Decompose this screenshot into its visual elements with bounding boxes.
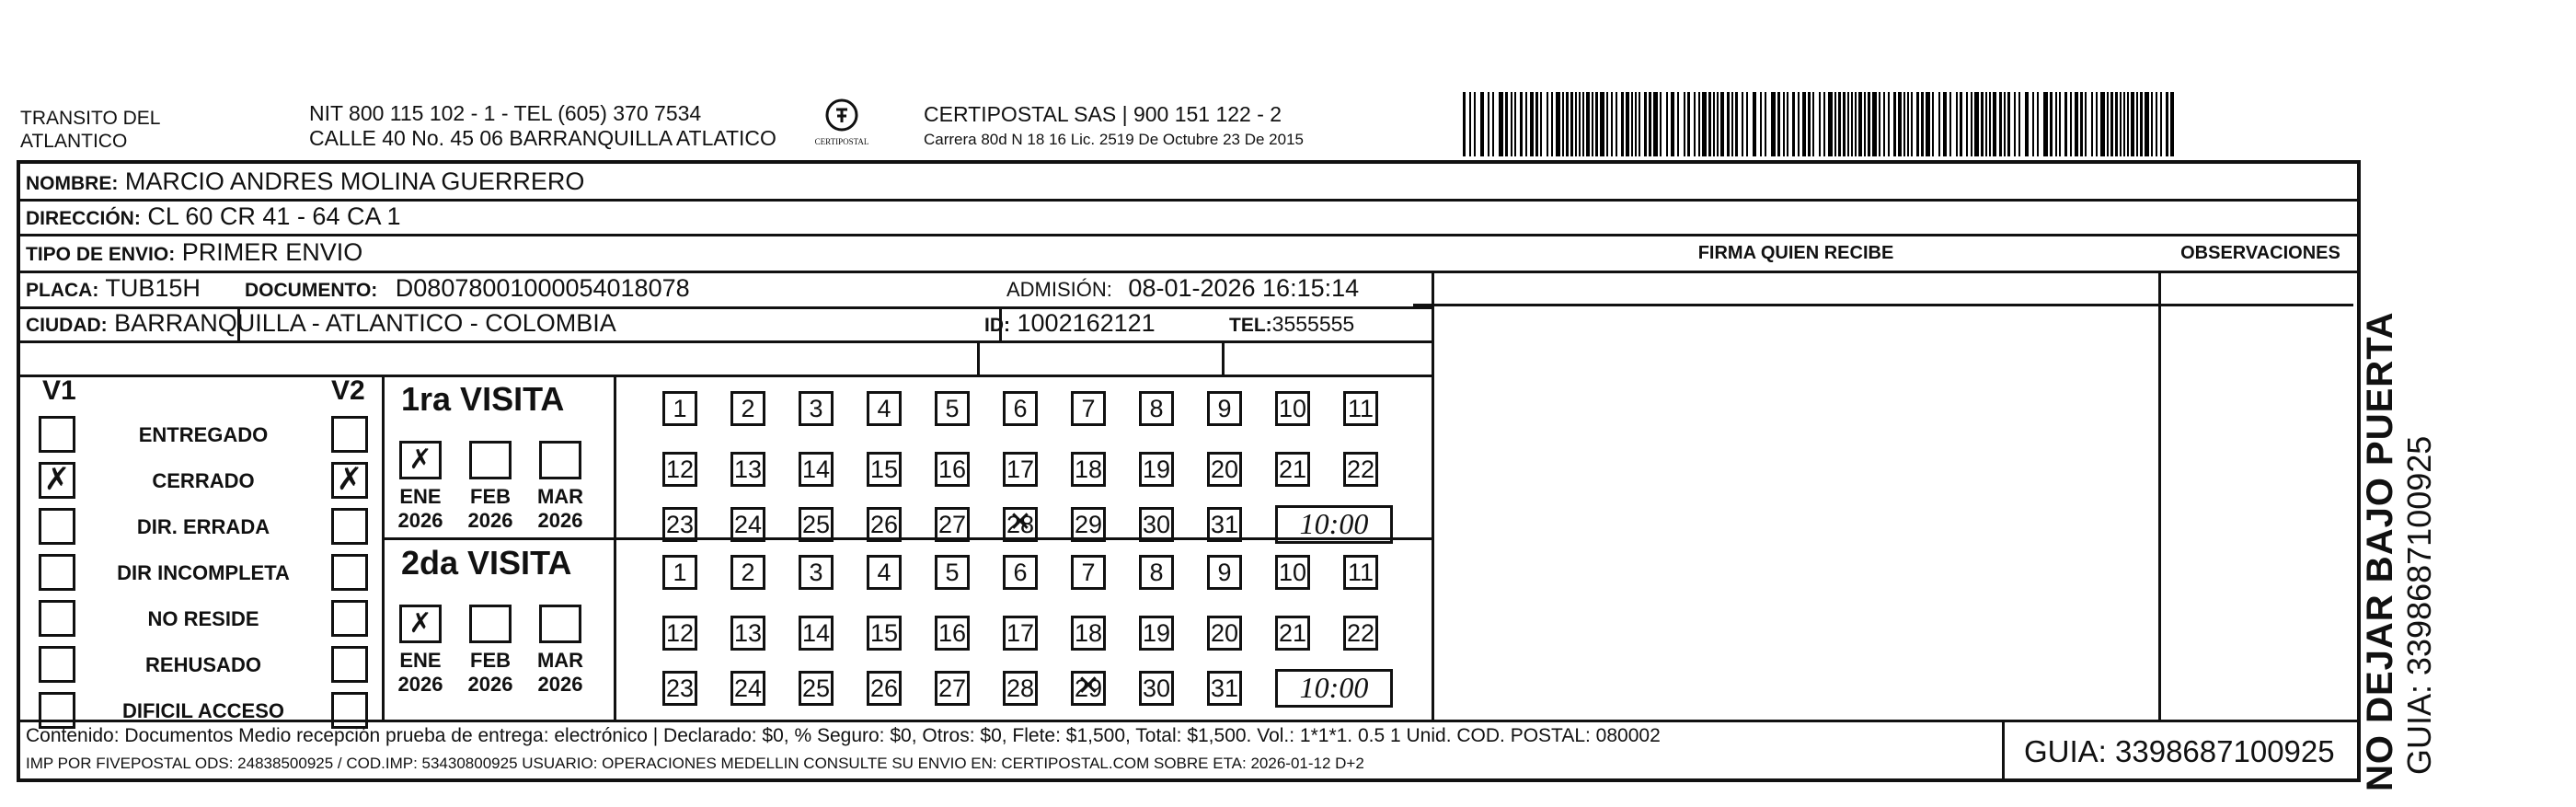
barcode-bar [1943, 92, 1947, 156]
barcode-bar [1480, 92, 1484, 156]
barcode-bar [1938, 92, 1940, 156]
barcode-bar [1606, 92, 1608, 156]
barcode-bar [1677, 92, 1679, 156]
address-line: CALLE 40 No. 45 06 BARRANQUILLA ATLATICO [309, 126, 776, 150]
barcode-bar [1989, 92, 1991, 156]
barcode-bar [1828, 92, 1833, 156]
day-checkbox[interactable]: 20 [1207, 452, 1242, 487]
day-checkbox[interactable]: 4 [867, 555, 902, 590]
barcode-bar [2018, 92, 2020, 156]
barcode-bar [2170, 92, 2174, 156]
day-checkbox[interactable]: 27 [935, 507, 970, 542]
day-checkbox[interactable]: 13 [730, 452, 765, 487]
day-checkbox[interactable]: 5 [935, 391, 970, 426]
barcode-bar [1463, 92, 1466, 156]
barcode-bar [1649, 92, 1651, 156]
barcode-bar [1834, 92, 1836, 156]
month-label: ENE 2026 [397, 485, 443, 532]
barcode-bar [1883, 92, 1885, 156]
v2-checkbox[interactable] [331, 600, 368, 637]
day-checkbox[interactable]: 19 [1139, 452, 1174, 487]
admision-field [1006, 274, 1359, 303]
barcode-bar [1999, 92, 2002, 156]
barcode-bar [1592, 92, 1593, 156]
barcode-bar [2059, 92, 2061, 156]
day-checkbox[interactable]: 19 [1139, 616, 1174, 651]
barcode-bar [1798, 92, 1800, 156]
day-checkbox[interactable]: 9 [1207, 555, 1242, 590]
status-label: NO RESIDE [147, 607, 259, 630]
handwritten-time-box[interactable]: 10:00 [1275, 505, 1393, 544]
barcode-bar [2166, 92, 2168, 156]
day-checkbox[interactable]: 15 [867, 616, 902, 651]
footer-print-line: IMP POR FIVEPOSTAL ODS: 24838500925 / COD.IMP: 53430800925 USUARIO: OPERACIONES MEDELLIN CONSULTE SU ENVIO EN: CERTIPOSTAL.COM SOBRE ETA: 2026-01-12 D+2 [26, 755, 1364, 772]
barcode-bar [1792, 92, 1795, 156]
barcode-bar [1469, 92, 1471, 156]
v1-checkbox[interactable] [39, 646, 75, 683]
barcode-bar [2004, 92, 2006, 156]
visit-title: 2da VISITA [401, 544, 572, 582]
barcode-bar [1492, 92, 1494, 156]
barcode-bar [2145, 92, 2149, 156]
day-checkbox[interactable]: 12 [662, 616, 697, 651]
barcode-bar [1868, 92, 1870, 156]
month-checkbox[interactable] [539, 605, 581, 643]
day-checkbox[interactable]: 4 [867, 391, 902, 426]
barcode-bar [1562, 92, 1564, 156]
barcode [1463, 92, 2182, 156]
direccion-label: DIRECCIÓN: [26, 208, 141, 229]
month-label: MAR 2026 [536, 649, 584, 696]
v1-checkbox[interactable] [39, 692, 75, 729]
barcode-bar [2096, 92, 2098, 156]
org-line-2: ATLANTICO [20, 131, 128, 152]
barcode-bar [1926, 92, 1930, 156]
v2-checkbox[interactable] [331, 554, 368, 591]
logo-emblem-icon [824, 98, 859, 133]
month-label: FEB 2026 [467, 649, 513, 696]
side-vertical-text [2360, 311, 2439, 791]
barcode-bar [1660, 92, 1662, 156]
day-checkbox[interactable]: 21 [1275, 616, 1310, 651]
day-checkbox[interactable]: 13 [730, 616, 765, 651]
month-checkbox[interactable] [469, 441, 512, 479]
v1-checkbox[interactable] [39, 600, 75, 637]
barcode-bar [1838, 92, 1841, 156]
nombre-field [26, 167, 584, 196]
barcode-bar [2107, 92, 2109, 156]
day-checkbox[interactable]: 23 [662, 507, 697, 542]
visit-title: 1ra VISITA [401, 380, 565, 418]
barcode-bar [1671, 92, 1674, 156]
barcode-bar [1547, 92, 1548, 156]
observaciones-label: OBSERVACIONES [2180, 243, 2340, 263]
barcode-bar [1855, 92, 1857, 156]
status-label: DIR INCOMPLETA [117, 561, 290, 584]
day-checkbox[interactable]: 30 [1139, 507, 1174, 542]
day-checkbox[interactable]: 9 [1207, 391, 1242, 426]
org-contact [309, 101, 776, 151]
day-checkbox[interactable]: 25 [799, 671, 834, 706]
day-checkbox[interactable]: 16 [935, 616, 970, 651]
ciudad-field [26, 309, 616, 338]
barcode-bar [1717, 92, 1719, 156]
barcode-bar [1626, 92, 1629, 156]
day-checkbox[interactable]: 24 [730, 507, 765, 542]
barcode-bar [1893, 92, 1896, 156]
barcode-bar [1932, 92, 1934, 156]
day-checkbox[interactable]: 14 [799, 616, 834, 651]
day-checkbox[interactable]: 1 [662, 391, 697, 426]
nombre-label: NOMBRE: [26, 173, 119, 194]
id-value: 1002162121 [1017, 309, 1156, 337]
day-checkbox[interactable]: 18 [1071, 616, 1106, 651]
ciudad-label: CIUDAD: [26, 315, 108, 336]
barcode-bar [1621, 92, 1624, 156]
certipostal-logo [810, 98, 874, 146]
day-checkbox[interactable]: 30 [1139, 671, 1174, 706]
day-checkbox[interactable]: 3 [799, 555, 834, 590]
barcode-bar [1993, 92, 1996, 156]
barcode-bar [1765, 92, 1766, 156]
month-label: MAR 2026 [536, 485, 584, 532]
day-checkbox[interactable]: 28 [1003, 671, 1038, 706]
barcode-bar [1616, 92, 1617, 156]
barcode-bar [1879, 92, 1880, 156]
day-checkbox[interactable]: 21 [1275, 452, 1310, 487]
barcode-bar [1843, 92, 1846, 156]
barcode-bar [1631, 92, 1633, 156]
barcode-bar [1956, 92, 1958, 156]
tipo-envio-field [26, 238, 362, 267]
company-line: CERTIPOSTAL SAS | 900 151 122 - 2 [924, 102, 1282, 126]
v1-checkbox[interactable] [39, 554, 75, 591]
day-checkbox[interactable]: 18 [1071, 452, 1106, 487]
barcode-bar [1488, 92, 1489, 156]
barcode-bar [1812, 92, 1814, 156]
barcode-bar [1966, 92, 1968, 156]
status-label: REHUSADO [145, 653, 261, 676]
v2-checkbox[interactable] [331, 416, 368, 453]
barcode-bar [2115, 92, 2118, 156]
barcode-bar [2127, 92, 2129, 156]
barcode-bar [1802, 92, 1806, 156]
barcode-bar [2136, 92, 2138, 156]
barcode-bar [2160, 92, 2162, 156]
day-checkbox[interactable]: 1 [662, 555, 697, 590]
status-label: ENTREGADO [138, 423, 269, 446]
barcode-bar [1639, 92, 1640, 156]
barcode-bar [2110, 92, 2113, 156]
side-guia: GUIA: 3398687100925 [2400, 435, 2438, 775]
admision-value: 08-01-2026 16:15:14 [1128, 274, 1360, 302]
direccion-field [26, 202, 401, 231]
barcode-bar [1974, 92, 1979, 156]
month-label: FEB 2026 [467, 485, 513, 532]
day-checkbox[interactable]: 14 [799, 452, 834, 487]
barcode-bar [2151, 92, 2153, 156]
barcode-bar [1907, 92, 1909, 156]
barcode-bar [1971, 92, 1972, 156]
barcode-bar [1505, 92, 1508, 156]
barcode-bar [1735, 92, 1738, 156]
day-checkbox[interactable]: 10 [1275, 391, 1310, 426]
day-checkbox[interactable]: 29 ✕ [1071, 671, 1106, 706]
barcode-bar [1746, 92, 1748, 156]
barcode-bar [1851, 92, 1853, 156]
barcode-bar [2156, 92, 2157, 156]
barcode-bar [1727, 92, 1730, 156]
barcode-bar [1698, 92, 1700, 156]
barcode-bar [1708, 92, 1711, 156]
v2-checkbox[interactable] [331, 692, 368, 729]
barcode-bar [1847, 92, 1849, 156]
ciudad-value: BARRANQUILLA - ATLANTICO - COLOMBIA [114, 309, 616, 337]
barcode-bar [1684, 92, 1685, 156]
barcode-bar [1653, 92, 1658, 156]
documento-value: D08078001000054018078 [395, 274, 690, 302]
barcode-bar [1742, 92, 1743, 156]
day-checkbox[interactable]: 29 [1071, 507, 1106, 542]
handwritten-time-box[interactable]: 10:00 [1275, 669, 1393, 708]
direccion-value: CL 60 CR 41 - 64 CA 1 [147, 202, 401, 230]
barcode-bar [1808, 92, 1811, 156]
barcode-bar [1858, 92, 1862, 156]
v1-checkbox[interactable] [39, 508, 75, 545]
barcode-bar [1520, 92, 1523, 156]
v2-checkbox[interactable]: ✗ [331, 462, 368, 499]
month-checkbox[interactable]: ✗ [399, 441, 442, 479]
barcode-bar [1499, 92, 1503, 156]
day-checkbox[interactable]: 3 [799, 391, 834, 426]
barcode-bar [1525, 92, 1527, 156]
placa-value: TUB15H [105, 274, 201, 302]
month-checkbox[interactable] [539, 441, 581, 479]
barcode-bar [2085, 92, 2087, 156]
v1-heading: V1 [42, 375, 76, 406]
day-checkbox[interactable]: 31 [1207, 671, 1242, 706]
barcode-bar [1595, 92, 1598, 156]
barcode-bar [1514, 92, 1516, 156]
barcode-bar [1872, 92, 1877, 156]
day-checkbox[interactable]: 2 [730, 391, 765, 426]
admision-label: ADMISIÓN: [1006, 278, 1112, 301]
barcode-bar [1566, 92, 1569, 156]
barcode-bar [1916, 92, 1919, 156]
barcode-bar [1575, 92, 1577, 156]
barcode-bar [2140, 92, 2143, 156]
day-checkbox[interactable]: 5 [935, 555, 970, 590]
barcode-bar [2037, 92, 2039, 156]
day-checkbox[interactable]: 22 [1343, 452, 1378, 487]
tipo-envio-label: TIPO DE ENVIO: [26, 244, 176, 265]
day-checkbox[interactable]: 11 [1343, 391, 1378, 426]
barcode-bar [1551, 92, 1553, 156]
placa-field [26, 274, 201, 303]
barcode-bar [2075, 92, 2078, 156]
barcode-bar [2070, 92, 2072, 156]
v2-heading: V2 [331, 375, 365, 406]
barcode-bar [1949, 92, 1951, 156]
barcode-bar [1586, 92, 1590, 156]
org-name [20, 107, 160, 153]
barcode-bar [1702, 92, 1707, 156]
month-checkbox[interactable]: ✗ [399, 605, 442, 643]
barcode-bar [1823, 92, 1825, 156]
day-checkbox[interactable]: 24 [730, 671, 765, 706]
barcode-bar [1666, 92, 1668, 156]
barcode-bar [1960, 92, 1962, 156]
nombre-value: MARCIO ANDRES MOLINA GUERRERO [124, 167, 585, 195]
day-checkbox[interactable]: 10 [1275, 555, 1310, 590]
day-checkbox[interactable]: 17 [1003, 616, 1038, 651]
barcode-bar [1898, 92, 1902, 156]
barcode-bar [2043, 92, 2048, 156]
barcode-bar [1579, 92, 1581, 156]
barcode-bar [1635, 92, 1637, 156]
delivery-form [17, 160, 2361, 782]
barcode-bar [1760, 92, 1762, 156]
barcode-bar [2091, 92, 2093, 156]
barcode-bar [1753, 92, 1756, 156]
barcode-bar [1540, 92, 1542, 156]
v1-checkbox[interactable] [39, 416, 75, 453]
firma-label: FIRMA QUIEN RECIBE [1697, 243, 1894, 263]
id-label: ID: [984, 315, 1010, 336]
day-checkbox[interactable]: 11 [1343, 555, 1378, 590]
org-line-1: TRANSITO DEL [20, 108, 161, 129]
barcode-bar [2064, 92, 2067, 156]
barcode-bar [2120, 92, 2122, 156]
barcode-bar [1600, 92, 1604, 156]
documento-label: DOCUMENTO: [245, 280, 378, 301]
day-checkbox[interactable]: 16 [935, 452, 970, 487]
footer-content-line: Contenido: Documentos Medio recepción prueba de entrega: electrónico | Declarado: $0, % Seguro: $0, Otros: $0, Flete: $1,500, Total: $1,500. Vol.: 1*1*1. 0.5 1 Unid. COD. POSTAL: 080002 [26, 725, 1661, 746]
month-label: ENE 2026 [397, 649, 443, 696]
day-checkbox[interactable]: 23 [662, 671, 697, 706]
day-checkbox[interactable]: 15 [867, 452, 902, 487]
barcode-bar [1864, 92, 1866, 156]
tel-label: TEL: [1229, 315, 1272, 336]
day-checkbox[interactable]: 8 [1139, 555, 1174, 590]
day-checkbox[interactable]: 8 [1139, 391, 1174, 426]
barcode-bar [2123, 92, 2125, 156]
documento-field [245, 274, 690, 303]
barcode-bar [1911, 92, 1913, 156]
v2-checkbox[interactable] [331, 646, 368, 683]
barcode-bar [2080, 92, 2083, 156]
v1-checkbox[interactable]: ✗ [39, 462, 75, 499]
barcode-bar [1611, 92, 1613, 156]
barcode-bar [1819, 92, 1821, 156]
barcode-bar [1511, 92, 1512, 156]
day-checkbox[interactable]: 6 [1003, 555, 1038, 590]
placa-label: PLACA: [26, 280, 99, 301]
no-dejar-warning: NO DEJAR BAJO PUERTA [2360, 311, 2400, 791]
barcode-bar [2131, 92, 2134, 156]
barcode-bar [2025, 92, 2029, 156]
day-checkbox[interactable]: 6 [1003, 391, 1038, 426]
barcode-bar [2007, 92, 2010, 156]
barcode-bar [1771, 92, 1776, 156]
day-checkbox[interactable]: 12 [662, 452, 697, 487]
barcode-bar [1787, 92, 1788, 156]
barcode-bar [1644, 92, 1647, 156]
tel-field [1229, 312, 1354, 337]
barcode-bar [1981, 92, 1984, 156]
barcode-bar [1570, 92, 1573, 156]
day-checkbox[interactable]: 22 [1343, 616, 1378, 651]
barcode-bar [2050, 92, 2053, 156]
barcode-bar [1783, 92, 1785, 156]
barcode-bar [1687, 92, 1690, 156]
status-label: DIFICIL ACCESO [121, 699, 284, 722]
barcode-bar [2055, 92, 2057, 156]
tel-value: 3555555 [1271, 312, 1355, 336]
barcode-bar [2100, 92, 2105, 156]
barcode-bar [1921, 92, 1924, 156]
logo-text: CERTIPOSTAL [814, 137, 869, 146]
barcode-bar [1530, 92, 1534, 156]
barcode-bar [1535, 92, 1538, 156]
day-checkbox[interactable]: 26 [867, 507, 902, 542]
day-checkbox[interactable]: 2 [730, 555, 765, 590]
day-checkbox[interactable]: 20 [1207, 616, 1242, 651]
barcode-bar [1888, 92, 1890, 156]
barcode-bar [1713, 92, 1715, 156]
nit-line: NIT 800 115 102 - 1 - TEL (605) 370 7534 [309, 101, 702, 125]
barcode-bar [1720, 92, 1724, 156]
barcode-bar [1556, 92, 1560, 156]
status-label: DIR. ERRADA [136, 515, 270, 538]
v2-checkbox[interactable] [331, 508, 368, 545]
day-checkbox[interactable]: 27 [935, 671, 970, 706]
status-label: CERRADO [152, 469, 255, 492]
barcode-bar [2014, 92, 2016, 156]
month-checkbox[interactable] [469, 605, 512, 643]
day-checkbox[interactable]: 28 ✕ [1003, 507, 1038, 542]
barcode-bar [1582, 92, 1584, 156]
barcode-bar [1985, 92, 1987, 156]
id-field [984, 309, 1156, 338]
day-checkbox[interactable]: 31 [1207, 507, 1242, 542]
license-line: Carrera 80d N 18 16 Lic. 2519 De Octubre 23 De 2015 [924, 131, 1304, 148]
day-checkbox[interactable]: 7 [1071, 555, 1106, 590]
day-checkbox[interactable]: 26 [867, 671, 902, 706]
barcode-bar [2032, 92, 2034, 156]
company-info [924, 101, 1304, 153]
barcode-bar [1694, 92, 1696, 156]
day-checkbox[interactable]: 25 [799, 507, 834, 542]
day-checkbox[interactable]: 17 [1003, 452, 1038, 487]
footer-guia: GUIA: 3398687100925 [2024, 734, 2335, 768]
barcode-bar [1903, 92, 1905, 156]
barcode-bar [1474, 92, 1476, 156]
tipo-envio-value: PRIMER ENVIO [181, 238, 363, 266]
day-checkbox[interactable]: 7 [1071, 391, 1106, 426]
barcode-bar [1731, 92, 1733, 156]
barcode-bar [1777, 92, 1780, 156]
